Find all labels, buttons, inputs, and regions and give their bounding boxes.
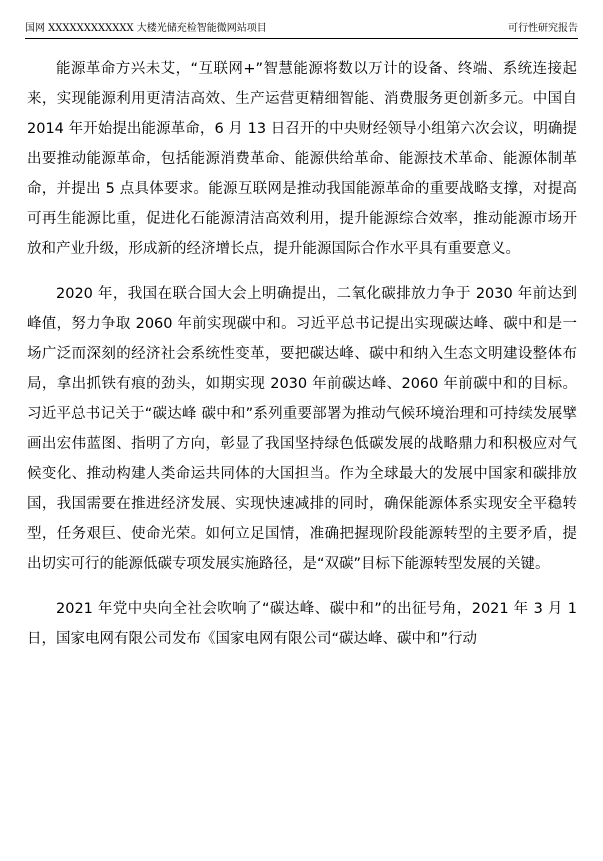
header-report-type: 可行性研究报告 <box>508 23 578 34</box>
paragraph-carbon-goals: 2020 年，我国在联合国大会上明确提出，二氧化碳排放力争于 2030 年前达到峰值，努力争取 2060 年前实现碳中和。习近平总书记提出实现碳达峰、碳中和是一场广泛而深刻的经济社会系统性变革，要把碳达峰、碳中和纳入生态文明建设整体布局，拿出抓铁有痕的劲头，如期实现 2030 年前碳达峰、2060 年前碳中和的目标。习近平总书记关于“碳达峰 碳中和”系列重要部署为推动气候环境治理和可持续发展擘画出宏伟蓝图、指明了方向，彰显了我国坚持绿色低碳发展的战略鼎力和积极应对气候变化、推动构建人类命运共同体的大国担当。作为全球最大的发展中国家和碳排放国，我国需要在推进经济发展、实现快速减排的同时，确保能源体系实现安全平稳转型，任务艰巨、使命光荣。如何立足国情，准确把握现阶段能源转型的主要矛盾，提出切实可行的能源低碳专项发展实施路径，是“双碳”目标下能源转型发展的关键。 <box>27 286 577 572</box>
paragraph-energy-revolution: 能源革命方兴未艾，“互联网+”智慧能源将数以万计的设备、终端、系统连接起来，实现能源利用更清洁高效、生产运营更精细智能、消费服务更创新多元。中国自 2014 年开始提出能源革命，6 月 13 日召开的中央财经领导小组第六次会议，明确提出要推动能源革命，包括能源消费革命、能源供给革命、能源技术革命、能源体制革命，并提出 5 点具体要求。能源互联网是推动我国能源革命的重要战略支撑，对提高可再生能源比重，促进化石能源清洁高效利用，提升能源综合效率，推动能源市场开放和产业升级，形成新的经济增长点，提升能源国际合作水平具有重要意义。 <box>27 61 577 257</box>
document-body <box>27 54 577 669</box>
header-project-title: 国网 XXXXXXXXXXXX 大楼光储充检智能微网站项目 <box>25 23 267 34</box>
page-header <box>25 20 578 39</box>
paragraph-state-grid-action: 2021 年党中央向全社会吹响了“碳达峰、碳中和”的出征号角，2021 年 3 月 1 日，国家电网有限公司发布《国家电网有限公司“碳达峰、碳中和”行动 <box>27 601 577 647</box>
